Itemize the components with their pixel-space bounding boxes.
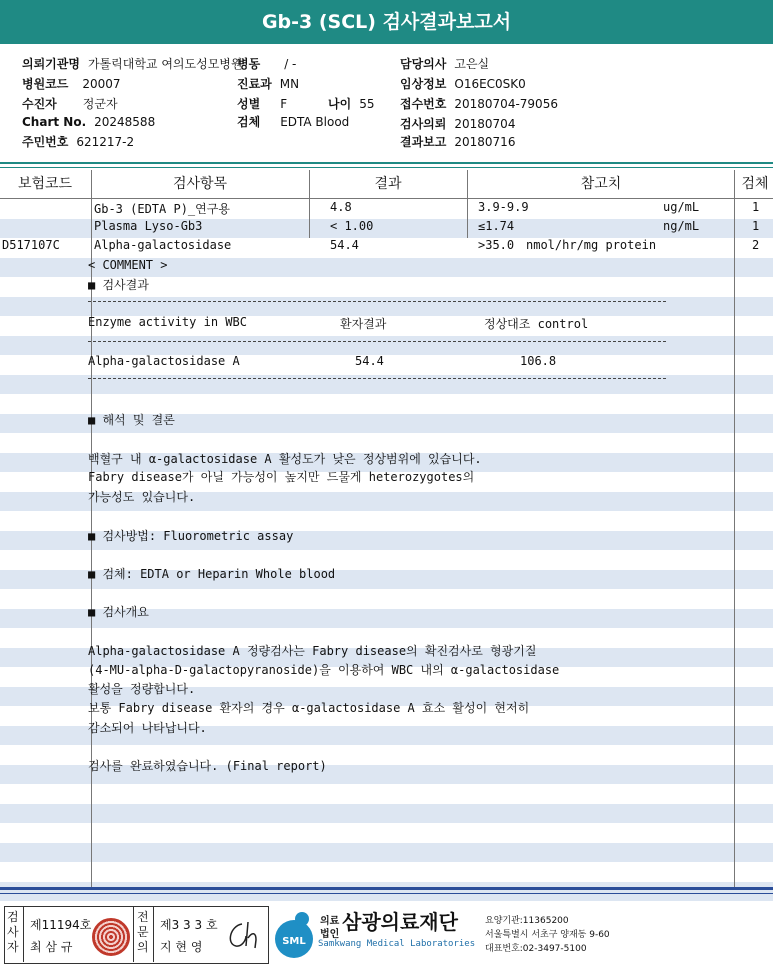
- row-band: [0, 882, 773, 901]
- col-divider: [734, 170, 735, 890]
- header-bottom-line: [0, 198, 773, 199]
- org-english: Samkwang Medical Laboratories: [318, 939, 476, 949]
- row-item: Gb-3 (EDTA P)_연구용: [94, 202, 230, 216]
- overview-line: 활성을 정량합니다.: [88, 682, 196, 696]
- doctor-field: 담당의사 고은실: [400, 57, 490, 71]
- row-unit: ng/mL: [663, 219, 700, 233]
- activity-row-name: Alpha-galactosidase A: [88, 354, 240, 368]
- org-name: 삼광의료재단: [342, 910, 458, 934]
- hospital-code-field: 병원코드 20007: [22, 77, 121, 91]
- comment-header: < COMMENT >: [88, 258, 168, 272]
- row-specimen: 1: [752, 219, 760, 233]
- receipt-field: 접수번호 20180704-79056: [400, 97, 558, 111]
- request-field: 검사의뢰 20180704: [400, 117, 516, 131]
- tester-seal: [92, 918, 130, 956]
- row-unit: nmol/hr/mg protein: [526, 238, 657, 252]
- col-patient-label: 환자결과: [340, 317, 387, 331]
- reviewer-label: 전문의: [137, 910, 149, 954]
- reviewer-name: 지 현 영: [160, 940, 203, 954]
- examinee-field: 수진자 정군자: [22, 97, 118, 111]
- footer-divider-thin: [0, 893, 773, 894]
- interp-line: 백혈구 내 α-galactosidase A 활성도가 낮은 정상범위에 있습니다.: [88, 452, 482, 466]
- row-specimen: 2: [752, 238, 760, 252]
- reviewer-number: 제3 3 3 호: [160, 918, 218, 932]
- box-divider: [153, 907, 154, 962]
- row-item: Alpha-galactosidase: [94, 238, 232, 252]
- dept-field: 진료과 MN: [237, 77, 300, 91]
- box-divider: [23, 907, 24, 962]
- report-date-field: 결과보고 20180716: [400, 135, 516, 149]
- section-result-heading: ■ 검사결과: [88, 278, 149, 292]
- col-result-header: 결과: [374, 176, 402, 192]
- row-code: D517107C: [2, 238, 60, 252]
- final-report-line: 검사를 완료하였습니다. (Final report): [88, 759, 327, 773]
- header-divider-thin: [0, 167, 773, 168]
- method-line: ■ 검사방법: Fluorometric assay: [88, 529, 294, 543]
- row-result: 4.8: [330, 200, 352, 214]
- col-ref-header: 참고치: [580, 176, 622, 192]
- col-divider: [309, 170, 310, 238]
- activity-row-control: 106.8: [520, 354, 557, 368]
- row-item: Plasma Lyso-Gb3: [94, 219, 203, 233]
- row-band: [0, 804, 773, 823]
- col-item-header: 검사항목: [172, 176, 228, 192]
- tester-number: 제11194호: [30, 918, 92, 932]
- dashed-rule: [88, 378, 666, 379]
- col-code-header: 보험코드: [17, 176, 73, 192]
- institution-field: 의뢰기관명 가톨릭대학교 여의도성모병원: [22, 57, 243, 71]
- clinical-field: 임상정보 O16EC0SK0: [400, 77, 526, 91]
- row-ref: ≤1.74: [478, 219, 515, 233]
- id-field: 주민번호 621217-2: [22, 135, 135, 149]
- overview-line: (4-MU-alpha-D-galactopyranoside)을 이용하여 WBC 내의 α-galactosidase: [88, 663, 560, 677]
- row-result: 54.4: [330, 238, 359, 252]
- row-ref: 3.9-9.9: [478, 200, 529, 214]
- col-control-label: 정상대조 control: [484, 317, 589, 331]
- dashed-rule: [88, 341, 666, 342]
- overview-line: 감소되어 나타납니다.: [88, 721, 207, 735]
- logo-text: SML: [282, 936, 306, 947]
- row-band: [0, 843, 773, 862]
- interp-line: Fabry disease가 아닐 가능성이 높지만 드물게 heterozygotes의: [88, 470, 475, 484]
- reviewer-signature: [222, 918, 262, 952]
- row-band: [0, 336, 773, 355]
- specimen-line: ■ 검체: EDTA or Heparin Whole blood: [88, 567, 336, 581]
- age-field: 나이 55: [328, 97, 375, 111]
- agency-code: 요양기관:11365200: [485, 916, 569, 926]
- org-address: 서울특별시 서초구 양재동 9-60: [485, 930, 610, 940]
- org-prefix: 의료: [320, 916, 340, 927]
- section-overview-heading: ■ 검사개요: [88, 605, 149, 619]
- overview-line: 보통 Fabry disease 환자의 경우 α-galactosidase A 효소 활성이 현저히: [88, 701, 530, 715]
- row-unit: ug/mL: [663, 200, 700, 214]
- specimen-field: 검체 EDTA Blood: [237, 115, 350, 129]
- report-title: Gb-3 (SCL) 검사결과보고서: [0, 0, 773, 44]
- sex-field: 성별 F: [237, 97, 288, 111]
- tester-label: 검사자: [7, 910, 19, 954]
- org-prefix: 법인: [320, 929, 340, 940]
- footer-divider: [0, 887, 773, 890]
- row-result: < 1.00: [330, 219, 374, 233]
- header-divider: [0, 162, 773, 164]
- interp-line: 가능성도 있습니다.: [88, 490, 196, 504]
- col-specimen-header: 검체: [741, 176, 769, 192]
- overview-line: Alpha-galactosidase A 정량검사는 Fabry disease의 확진검사로 형광기질: [88, 644, 537, 658]
- col-enzyme-label: Enzyme activity in WBC: [88, 315, 247, 329]
- section-interp-heading: ■ 해석 및 결론: [88, 413, 175, 427]
- row-specimen: 1: [752, 200, 760, 214]
- box-divider: [133, 907, 134, 962]
- ward-field: 병동 / -: [237, 57, 297, 71]
- dashed-rule: [88, 301, 666, 302]
- row-ref: >35.0: [478, 238, 515, 252]
- row-band: [0, 297, 773, 316]
- sml-logo: [272, 907, 316, 961]
- org-phone: 대표번호:02-3497-5100: [485, 944, 587, 954]
- col-divider: [467, 170, 468, 238]
- tester-name: 최 삼 규: [30, 940, 73, 954]
- activity-row-patient: 54.4: [355, 354, 384, 368]
- chart-field: Chart No. 20248588: [22, 115, 156, 129]
